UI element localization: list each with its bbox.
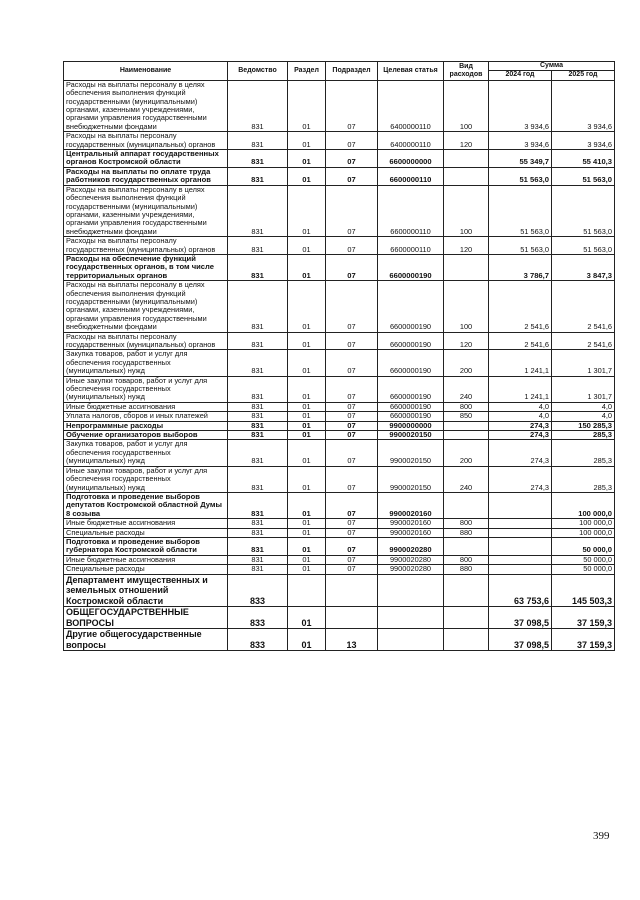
- cell-exptype: 850: [444, 412, 489, 421]
- cell-subsection: 07: [326, 376, 378, 402]
- cell-y2024: 274,3: [489, 440, 552, 466]
- cell-name: Расходы на обеспечение функций государственных органов, в том числе территориальных органов: [64, 254, 228, 280]
- cell-subsection: 07: [326, 254, 378, 280]
- cell-subsection: 07: [326, 528, 378, 537]
- table-row: [64, 167, 615, 185]
- cell-name: Иные бюджетные ассигнования: [64, 555, 228, 564]
- cell-subsection: 07: [326, 150, 378, 168]
- table-row: [64, 519, 615, 528]
- cell-subsection: 07: [326, 440, 378, 466]
- cell-y2024: 2 541,6: [489, 281, 552, 332]
- cell-name: Закупка товаров, работ и услуг для обеспечения государственных (муниципальных) нужд: [64, 440, 228, 466]
- cell-target: 9900020160: [378, 528, 444, 537]
- cell-y2025: 285,3: [552, 440, 615, 466]
- cell-y2024: 274,3: [489, 466, 552, 492]
- cell-dept: 831: [228, 185, 288, 236]
- cell-section: 01: [288, 167, 326, 185]
- table-row: [64, 574, 615, 607]
- table-row: [64, 80, 615, 131]
- cell-y2024: 51 563,0: [489, 167, 552, 185]
- cell-section: 01: [288, 431, 326, 440]
- cell-y2024: [489, 492, 552, 518]
- cell-y2024: 4,0: [489, 402, 552, 411]
- table-row: [64, 350, 615, 376]
- col-header-name: Наименование: [64, 62, 228, 81]
- cell-section: 01: [288, 412, 326, 421]
- cell-section: 01: [288, 519, 326, 528]
- cell-dept: 831: [228, 376, 288, 402]
- cell-dept: 831: [228, 440, 288, 466]
- cell-target: 6600000190: [378, 254, 444, 280]
- cell-target: 6600000110: [378, 185, 444, 236]
- cell-y2025: 100 000,0: [552, 528, 615, 537]
- cell-exptype: [444, 421, 489, 430]
- cell-exptype: [444, 492, 489, 518]
- cell-exptype: 120: [444, 237, 489, 255]
- cell-exptype: 200: [444, 440, 489, 466]
- cell-exptype: 240: [444, 376, 489, 402]
- cell-subsection: 07: [326, 537, 378, 555]
- cell-subsection: 07: [326, 167, 378, 185]
- table-row: [64, 254, 615, 280]
- cell-name: Иные закупки товаров, работ и услуг для обеспечения государственных (муниципальных) нужд: [64, 376, 228, 402]
- cell-subsection: 07: [326, 565, 378, 574]
- cell-y2024: [489, 519, 552, 528]
- cell-y2025: 3 847,3: [552, 254, 615, 280]
- cell-y2024: [489, 528, 552, 537]
- cell-y2025: 285,3: [552, 431, 615, 440]
- cell-section: 01: [288, 555, 326, 564]
- cell-dept: 831: [228, 412, 288, 421]
- col-header-target: Целевая статья: [378, 62, 444, 81]
- cell-section: 01: [288, 132, 326, 150]
- cell-section: 01: [288, 376, 326, 402]
- cell-y2025: 55 410,3: [552, 150, 615, 168]
- cell-subsection: 07: [326, 466, 378, 492]
- cell-target: 6600000190: [378, 332, 444, 350]
- cell-name: Центральный аппарат государственных органов Костромской области: [64, 150, 228, 168]
- cell-section: [288, 574, 326, 607]
- cell-y2024: 4,0: [489, 412, 552, 421]
- cell-dept: 831: [228, 150, 288, 168]
- col-header-sum: Сумма: [489, 62, 615, 71]
- cell-subsection: 07: [326, 237, 378, 255]
- cell-section: 01: [288, 80, 326, 131]
- table-row: [64, 629, 615, 651]
- cell-name: ОБЩЕГОСУДАРСТВЕННЫЕ ВОПРОСЫ: [64, 607, 228, 629]
- cell-y2025: 37 159,3: [552, 607, 615, 629]
- cell-name: Расходы на выплаты персоналу в целях обеспечения выполнения функций государственными (муниципальными) органами, казенными учреждениями, органами управления государственными внебюджетными фондами: [64, 80, 228, 131]
- cell-name: Подготовка и проведение выборов депутатов Костромской областной Думы 8 созыва: [64, 492, 228, 518]
- cell-subsection: 07: [326, 281, 378, 332]
- cell-dept: 831: [228, 237, 288, 255]
- cell-dept: 831: [228, 431, 288, 440]
- cell-subsection: 07: [326, 80, 378, 131]
- cell-y2024: 51 563,0: [489, 237, 552, 255]
- cell-name: Специальные расходы: [64, 528, 228, 537]
- cell-dept: 831: [228, 350, 288, 376]
- table-row: [64, 332, 615, 350]
- table-row: [64, 555, 615, 564]
- cell-y2024: 63 753,6: [489, 574, 552, 607]
- cell-dept: 831: [228, 254, 288, 280]
- cell-subsection: [326, 607, 378, 629]
- cell-exptype: 100: [444, 185, 489, 236]
- cell-dept: 831: [228, 80, 288, 131]
- cell-name: Расходы на выплаты по оплате труда работников государственных органов: [64, 167, 228, 185]
- cell-name: Расходы на выплаты персоналу в целях обеспечения выполнения функций государственными (муниципальными) органами, казенными учреждениями, органами управления государственными внебюджетными фондами: [64, 281, 228, 332]
- cell-y2025: 51 563,0: [552, 185, 615, 236]
- cell-subsection: 07: [326, 519, 378, 528]
- cell-target: 6600000000: [378, 150, 444, 168]
- cell-target: 9900020280: [378, 555, 444, 564]
- cell-dept: 831: [228, 466, 288, 492]
- cell-exptype: 800: [444, 402, 489, 411]
- cell-y2025: 50 000,0: [552, 537, 615, 555]
- cell-section: 01: [288, 537, 326, 555]
- table-row: [64, 237, 615, 255]
- cell-y2024: [489, 565, 552, 574]
- cell-section: 01: [288, 440, 326, 466]
- table-row: [64, 412, 615, 421]
- cell-section: 01: [288, 528, 326, 537]
- cell-exptype: [444, 431, 489, 440]
- cell-name: Расходы на выплаты персоналу государственных (муниципальных) органов: [64, 132, 228, 150]
- cell-y2025: 50 000,0: [552, 555, 615, 564]
- cell-target: 6400000110: [378, 132, 444, 150]
- cell-exptype: 120: [444, 132, 489, 150]
- col-header-dept: Ведомство: [228, 62, 288, 81]
- cell-y2025: 2 541,6: [552, 281, 615, 332]
- cell-target: 9900000000: [378, 421, 444, 430]
- cell-y2025: 145 503,3: [552, 574, 615, 607]
- cell-y2024: [489, 537, 552, 555]
- cell-target: 6600000190: [378, 402, 444, 411]
- cell-name: Расходы на выплаты персоналу государственных (муниципальных) органов: [64, 237, 228, 255]
- cell-y2025: 4,0: [552, 412, 615, 421]
- cell-section: 01: [288, 254, 326, 280]
- cell-y2024: [489, 555, 552, 564]
- cell-dept: 831: [228, 519, 288, 528]
- cell-subsection: 07: [326, 431, 378, 440]
- cell-target: 6600000190: [378, 412, 444, 421]
- cell-section: 01: [288, 492, 326, 518]
- table-row: [64, 376, 615, 402]
- table-row: [64, 150, 615, 168]
- cell-target: 6400000110: [378, 80, 444, 131]
- cell-target: 6600000110: [378, 237, 444, 255]
- cell-target: [378, 574, 444, 607]
- cell-exptype: 100: [444, 80, 489, 131]
- cell-subsection: 07: [326, 421, 378, 430]
- cell-section: 01: [288, 466, 326, 492]
- cell-section: 01: [288, 421, 326, 430]
- cell-target: [378, 629, 444, 651]
- cell-exptype: [444, 537, 489, 555]
- cell-target: 9900020160: [378, 519, 444, 528]
- cell-y2025: 1 301,7: [552, 350, 615, 376]
- cell-dept: 831: [228, 492, 288, 518]
- cell-y2024: 274,3: [489, 431, 552, 440]
- cell-y2024: 3 934,6: [489, 80, 552, 131]
- cell-name: Иные закупки товаров, работ и услуг для обеспечения государственных (муниципальных) нужд: [64, 466, 228, 492]
- cell-name: Иные бюджетные ассигнования: [64, 519, 228, 528]
- cell-target: 9900020150: [378, 431, 444, 440]
- cell-y2025: 51 563,0: [552, 167, 615, 185]
- cell-y2025: 3 934,6: [552, 132, 615, 150]
- cell-dept: 831: [228, 132, 288, 150]
- cell-dept: 831: [228, 281, 288, 332]
- cell-name: Уплата налогов, сборов и иных платежей: [64, 412, 228, 421]
- cell-exptype: [444, 607, 489, 629]
- cell-y2024: 51 563,0: [489, 185, 552, 236]
- cell-section: 01: [288, 350, 326, 376]
- col-header-2024: 2024 год: [489, 71, 552, 80]
- table-body: [64, 80, 615, 650]
- cell-target: 9900020160: [378, 492, 444, 518]
- cell-subsection: 07: [326, 185, 378, 236]
- cell-exptype: 800: [444, 555, 489, 564]
- cell-target: 9900020280: [378, 565, 444, 574]
- cell-y2025: 2 541,6: [552, 332, 615, 350]
- cell-dept: 831: [228, 421, 288, 430]
- col-header-exptype: Вид расходов: [444, 62, 489, 81]
- cell-subsection: 07: [326, 412, 378, 421]
- cell-section: 01: [288, 402, 326, 411]
- cell-y2025: 51 563,0: [552, 237, 615, 255]
- cell-exptype: 100: [444, 281, 489, 332]
- cell-dept: 831: [228, 537, 288, 555]
- cell-target: 9900020150: [378, 440, 444, 466]
- page-number: 399: [593, 830, 610, 842]
- table-row: [64, 281, 615, 332]
- cell-subsection: 07: [326, 492, 378, 518]
- cell-y2025: 4,0: [552, 402, 615, 411]
- cell-exptype: 120: [444, 332, 489, 350]
- cell-name: Расходы на выплаты персоналу в целях обеспечения выполнения функций государственными (муниципальными) органами, казенными учреждениями, органами управления государственными внебюджетными фондами: [64, 185, 228, 236]
- cell-dept: 833: [228, 607, 288, 629]
- cell-exptype: [444, 254, 489, 280]
- table-row: [64, 185, 615, 236]
- cell-target: 9900020280: [378, 537, 444, 555]
- cell-name: Иные бюджетные ассигнования: [64, 402, 228, 411]
- cell-target: [378, 607, 444, 629]
- cell-name: Подготовка и проведение выборов губернатора Костромской области: [64, 537, 228, 555]
- cell-y2025: 150 285,3: [552, 421, 615, 430]
- cell-y2025: 1 301,7: [552, 376, 615, 402]
- cell-section: 01: [288, 629, 326, 651]
- cell-section: 01: [288, 607, 326, 629]
- cell-name: Обучение организаторов выборов: [64, 431, 228, 440]
- cell-y2025: 100 000,0: [552, 519, 615, 528]
- cell-exptype: [444, 574, 489, 607]
- cell-name: Расходы на выплаты персоналу государственных (муниципальных) органов: [64, 332, 228, 350]
- cell-y2025: 100 000,0: [552, 492, 615, 518]
- cell-exptype: 240: [444, 466, 489, 492]
- cell-section: 01: [288, 237, 326, 255]
- cell-subsection: 07: [326, 132, 378, 150]
- cell-name: Закупка товаров, работ и услуг для обеспечения государственных (муниципальных) нужд: [64, 350, 228, 376]
- table-row: [64, 565, 615, 574]
- cell-name: Департамент имущественных и земельных отношений Костромской области: [64, 574, 228, 607]
- cell-section: 01: [288, 281, 326, 332]
- cell-y2025: 37 159,3: [552, 629, 615, 651]
- cell-y2024: 55 349,7: [489, 150, 552, 168]
- cell-y2024: 1 241,1: [489, 376, 552, 402]
- cell-exptype: [444, 167, 489, 185]
- col-header-2025: 2025 год: [552, 71, 615, 80]
- cell-name: Другие общегосударственные вопросы: [64, 629, 228, 651]
- cell-exptype: 800: [444, 519, 489, 528]
- cell-exptype: [444, 629, 489, 651]
- cell-section: 01: [288, 185, 326, 236]
- cell-subsection: 07: [326, 332, 378, 350]
- col-header-section: Раздел: [288, 62, 326, 81]
- cell-target: 9900020150: [378, 466, 444, 492]
- table-row: [64, 537, 615, 555]
- cell-subsection: 07: [326, 402, 378, 411]
- cell-section: 01: [288, 150, 326, 168]
- cell-target: 6600000190: [378, 350, 444, 376]
- cell-y2025: 3 934,6: [552, 80, 615, 131]
- table-row: [64, 440, 615, 466]
- cell-target: 6600000190: [378, 376, 444, 402]
- cell-y2024: 3 786,7: [489, 254, 552, 280]
- cell-dept: 831: [228, 528, 288, 537]
- cell-subsection: 07: [326, 555, 378, 564]
- cell-dept: 831: [228, 555, 288, 564]
- cell-dept: 831: [228, 565, 288, 574]
- cell-y2024: 3 934,6: [489, 132, 552, 150]
- table-row: [64, 607, 615, 629]
- cell-dept: 831: [228, 332, 288, 350]
- cell-dept: 831: [228, 167, 288, 185]
- cell-y2024: 1 241,1: [489, 350, 552, 376]
- cell-name: Непрограммные расходы: [64, 421, 228, 430]
- cell-target: 6600000110: [378, 167, 444, 185]
- cell-y2024: 37 098,5: [489, 607, 552, 629]
- cell-y2024: 37 098,5: [489, 629, 552, 651]
- cell-exptype: [444, 150, 489, 168]
- cell-exptype: 200: [444, 350, 489, 376]
- table-row: [64, 466, 615, 492]
- cell-subsection: 13: [326, 629, 378, 651]
- cell-section: 01: [288, 565, 326, 574]
- cell-name: Специальные расходы: [64, 565, 228, 574]
- cell-dept: 833: [228, 574, 288, 607]
- budget-table: [63, 61, 615, 651]
- cell-y2024: 274,3: [489, 421, 552, 430]
- cell-dept: 833: [228, 629, 288, 651]
- cell-y2025: 285,3: [552, 466, 615, 492]
- col-header-subsection: Подраздел: [326, 62, 378, 81]
- cell-y2024: 2 541,6: [489, 332, 552, 350]
- cell-exptype: 880: [444, 565, 489, 574]
- cell-exptype: 880: [444, 528, 489, 537]
- cell-subsection: [326, 574, 378, 607]
- cell-subsection: 07: [326, 350, 378, 376]
- cell-dept: 831: [228, 402, 288, 411]
- cell-y2025: 50 000,0: [552, 565, 615, 574]
- cell-section: 01: [288, 332, 326, 350]
- cell-target: 6600000190: [378, 281, 444, 332]
- table-row: [64, 132, 615, 150]
- table-row: [64, 492, 615, 518]
